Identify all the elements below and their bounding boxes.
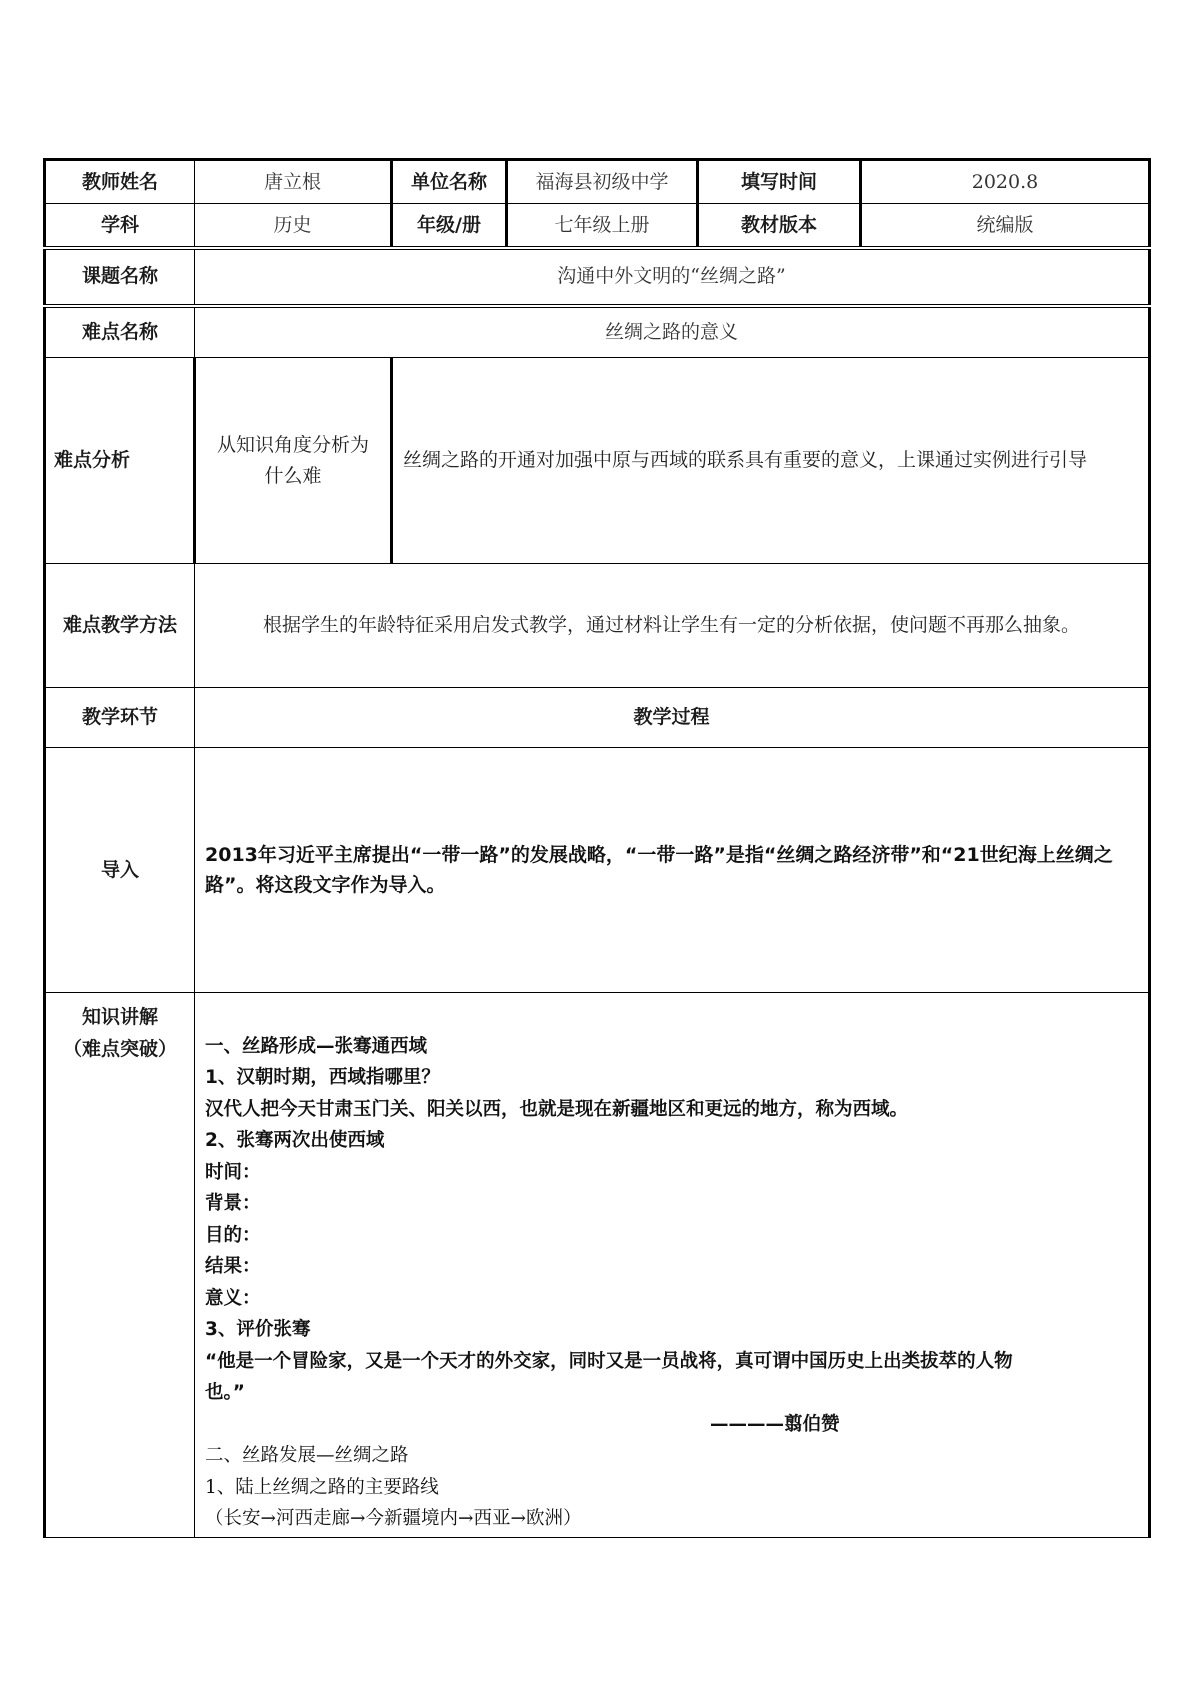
knowledge-line: 2、张骞两次出使西域: [205, 1130, 385, 1151]
fill-date-label: 填写时间: [698, 160, 861, 204]
teaching-process-header: 教学过程: [195, 688, 1150, 748]
teaching-method-row: [45, 564, 1150, 688]
introduction-label: 导入: [45, 748, 195, 993]
topic-value: 沟通中外文明的“丝绸之路”: [195, 248, 1150, 306]
subject-value: 历史: [195, 204, 392, 248]
topic-row: [45, 248, 1150, 306]
teaching-stage-header: 教学环节: [45, 688, 195, 748]
knowledge-label: [45, 993, 195, 1538]
topic-label: 课题名称: [45, 248, 195, 306]
knowledge-route: （长安→河西走廊→今新疆境内→西亚→欧洲）: [205, 1508, 582, 1529]
teacher-name-label: 教师姓名: [45, 160, 195, 204]
knowledge-line: 背景：: [205, 1193, 261, 1214]
difficulty-analysis-sublabel: 从知识角度分析为什么难: [195, 358, 392, 564]
knowledge-line: 3、评价张骞: [205, 1319, 311, 1340]
knowledge-quote-attribution: ————翦伯赞: [710, 1413, 840, 1435]
header-row-1: [45, 160, 1150, 204]
subject-label: 学科: [45, 204, 195, 248]
knowledge-line: 1、陆上丝绸之路的主要路线: [205, 1476, 439, 1498]
grade-label: 年级/册: [392, 204, 507, 248]
unit-name-value: 福海县初级中学: [507, 160, 698, 204]
knowledge-row: [45, 993, 1150, 1538]
grade-value: 七年级上册: [507, 204, 698, 248]
knowledge-line: 时间：: [205, 1161, 261, 1183]
teaching-method-label: 难点教学方法: [45, 564, 195, 688]
teacher-name-value: 唐立根: [195, 160, 392, 204]
knowledge-lines: [205, 999, 1138, 1535]
knowledge-label-line2: （难点突破）: [62, 1038, 177, 1060]
knowledge-section-heading: 一、丝路形成—张骞通西域: [205, 1035, 428, 1057]
difficulty-name-row: [45, 306, 1150, 358]
knowledge-label-line1: 知识讲解: [81, 1006, 158, 1028]
introduction-row: [45, 748, 1150, 993]
introduction-value: 2013年习近平主席提出“一带一路”的发展战略，“一带一路”是指“丝绸之路经济带”和“21世纪海上丝绸之路”。将这段文字作为导入。: [195, 748, 1150, 993]
edition-value: 统编版: [861, 204, 1150, 248]
process-header-row: [45, 688, 1150, 748]
knowledge-line: 1、汉朝时期，西域指哪里？: [205, 1067, 440, 1088]
difficulty-analysis-row: [45, 358, 1150, 564]
knowledge-line: 汉代人把今天甘肃玉门关、阳关以西，也就是现在新疆地区和更远的地方，称为西域。: [205, 1098, 909, 1120]
difficulty-name-value: 丝绸之路的意义: [195, 306, 1150, 358]
knowledge-line: 意义：: [205, 1287, 261, 1309]
lesson-plan-table: [43, 158, 1151, 1538]
knowledge-content: [195, 993, 1150, 1538]
knowledge-line: 目的：: [205, 1224, 261, 1246]
knowledge-section-heading: 二、丝路发展—丝绸之路: [205, 1445, 409, 1466]
knowledge-line: [205, 999, 1138, 1031]
knowledge-quote-end: 也。”: [205, 1382, 245, 1403]
teaching-method-value: 根据学生的年龄特征采用启发式教学，通过材料让学生有一定的分析依据，使问题不再那么抽象。: [195, 564, 1150, 688]
edition-label: 教材版本: [698, 204, 861, 248]
knowledge-line: 结果：: [205, 1256, 261, 1277]
difficulty-name-label: 难点名称: [45, 306, 195, 358]
difficulty-analysis-value: 丝绸之路的开通对加强中原与西域的联系具有重要的意义，上课通过实例进行引导: [392, 358, 1150, 564]
difficulty-analysis-label: 难点分析: [45, 358, 195, 564]
knowledge-quote: “他是一个冒险家，又是一个天才的外交家，同时又是一员战将，真可谓中国历史上出类拔萃的人物: [205, 1350, 1013, 1372]
unit-name-label: 单位名称: [392, 160, 507, 204]
header-row-2: [45, 204, 1150, 248]
fill-date-value: 2020.8: [861, 160, 1150, 204]
